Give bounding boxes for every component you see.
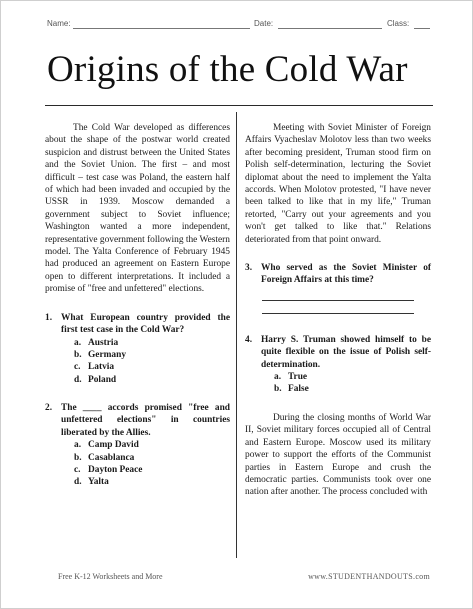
option-a[interactable]: a. True — [274, 372, 308, 383]
left-column — [45, 122, 230, 489]
question-number: 2. — [45, 403, 53, 414]
molotov-paragraph: Meeting with Soviet Minister of Foreign Affairs Vyacheslav Molotov less than two weeks after becoming president, Truman stood firm on Polish self-determination, lecturing the Soviet diplomat about the need to implement the Yalta accords. When Molotov protested, "I have never been talked to like that in my life," Truman retorted, "Carry out your agreements and you won't get talked to like that." Relations deteriorated from that point onward. — [245, 123, 431, 245]
option-c[interactable]: c. Dayton Peace — [74, 465, 143, 476]
page-border-top — [0, 0, 473, 1]
question-text: Harry S. Truman showed himself to be quite flexible on the issue of Polish self-determination. — [261, 334, 431, 370]
question-text: Who served as the Soviet Minister of Foreign Affairs at this time? — [261, 263, 431, 286]
option-b[interactable]: b. Casablanca — [74, 452, 135, 463]
name-label: Name: — [47, 19, 71, 28]
page-title: Origins of the Cold War — [47, 49, 408, 90]
option-b[interactable]: b. False — [274, 384, 309, 395]
footer-url-link[interactable]: www.STUDENTHANDOUTS.com — [308, 572, 430, 581]
footer-tagline: Free K-12 Worksheets and More — [58, 572, 163, 581]
name-field[interactable] — [73, 28, 250, 29]
question-2 — [45, 402, 230, 439]
question-number: 4. — [245, 334, 253, 345]
question-number: 1. — [45, 312, 53, 323]
column-divider — [236, 112, 237, 558]
question-text: What European country provided the first test case in the Cold War? — [61, 312, 230, 336]
question-number: 3. — [245, 263, 253, 274]
class-field[interactable] — [414, 28, 430, 29]
option-a[interactable]: a. Camp David — [74, 440, 139, 451]
date-label: Date: — [254, 19, 274, 28]
class-label: Class: — [387, 19, 410, 28]
question-2-options — [45, 439, 230, 489]
worksheet-header — [47, 19, 431, 31]
option-a[interactable]: a. Austria — [74, 337, 119, 348]
right-column — [245, 122, 431, 499]
question-4-options — [245, 371, 431, 396]
title-divider — [45, 105, 433, 106]
question-1 — [45, 312, 230, 337]
question-4 — [245, 334, 431, 371]
occupation-paragraph: During the closing months of World War II, Soviet military forces occupied all of Central and Eastern Europe. Moscow used its military power to support the efforts of the Communist parties in Eastern Europe and crush the democratic parties. Communists took over one nation after another. The process concluded with — [245, 412, 431, 498]
page-border-left — [0, 0, 1, 609]
question-3 — [245, 262, 431, 287]
question-1-options — [45, 337, 230, 387]
intro-paragraph: The Cold War developed as differences about the shape of the postwar world created suspicion and distrust between the United States and the Soviet Union. The first – and most difficult – test case was Poland, the eastern half of which had been invaded and occupied by the USSR in 1939. Moscow demanded a government subject to Soviet influence; Washington wanted a more independent, representative government following the Western model. The Yalta Conference of February 1945 had produced an agreement on Eastern Europe open to different interpretations. It included a promise of "free and unfettered" elections. — [45, 123, 230, 295]
option-d[interactable]: d. Yalta — [74, 477, 109, 488]
page-footer — [58, 572, 430, 584]
option-d[interactable]: d. Poland — [74, 374, 117, 385]
question-text: The ____ accords promised "free and unfettered elections" in countries liberated by the Allies. — [61, 403, 230, 438]
option-c[interactable]: c. Latvia — [74, 362, 115, 373]
option-b[interactable]: b. Germany — [74, 349, 127, 360]
date-field[interactable] — [278, 28, 382, 29]
